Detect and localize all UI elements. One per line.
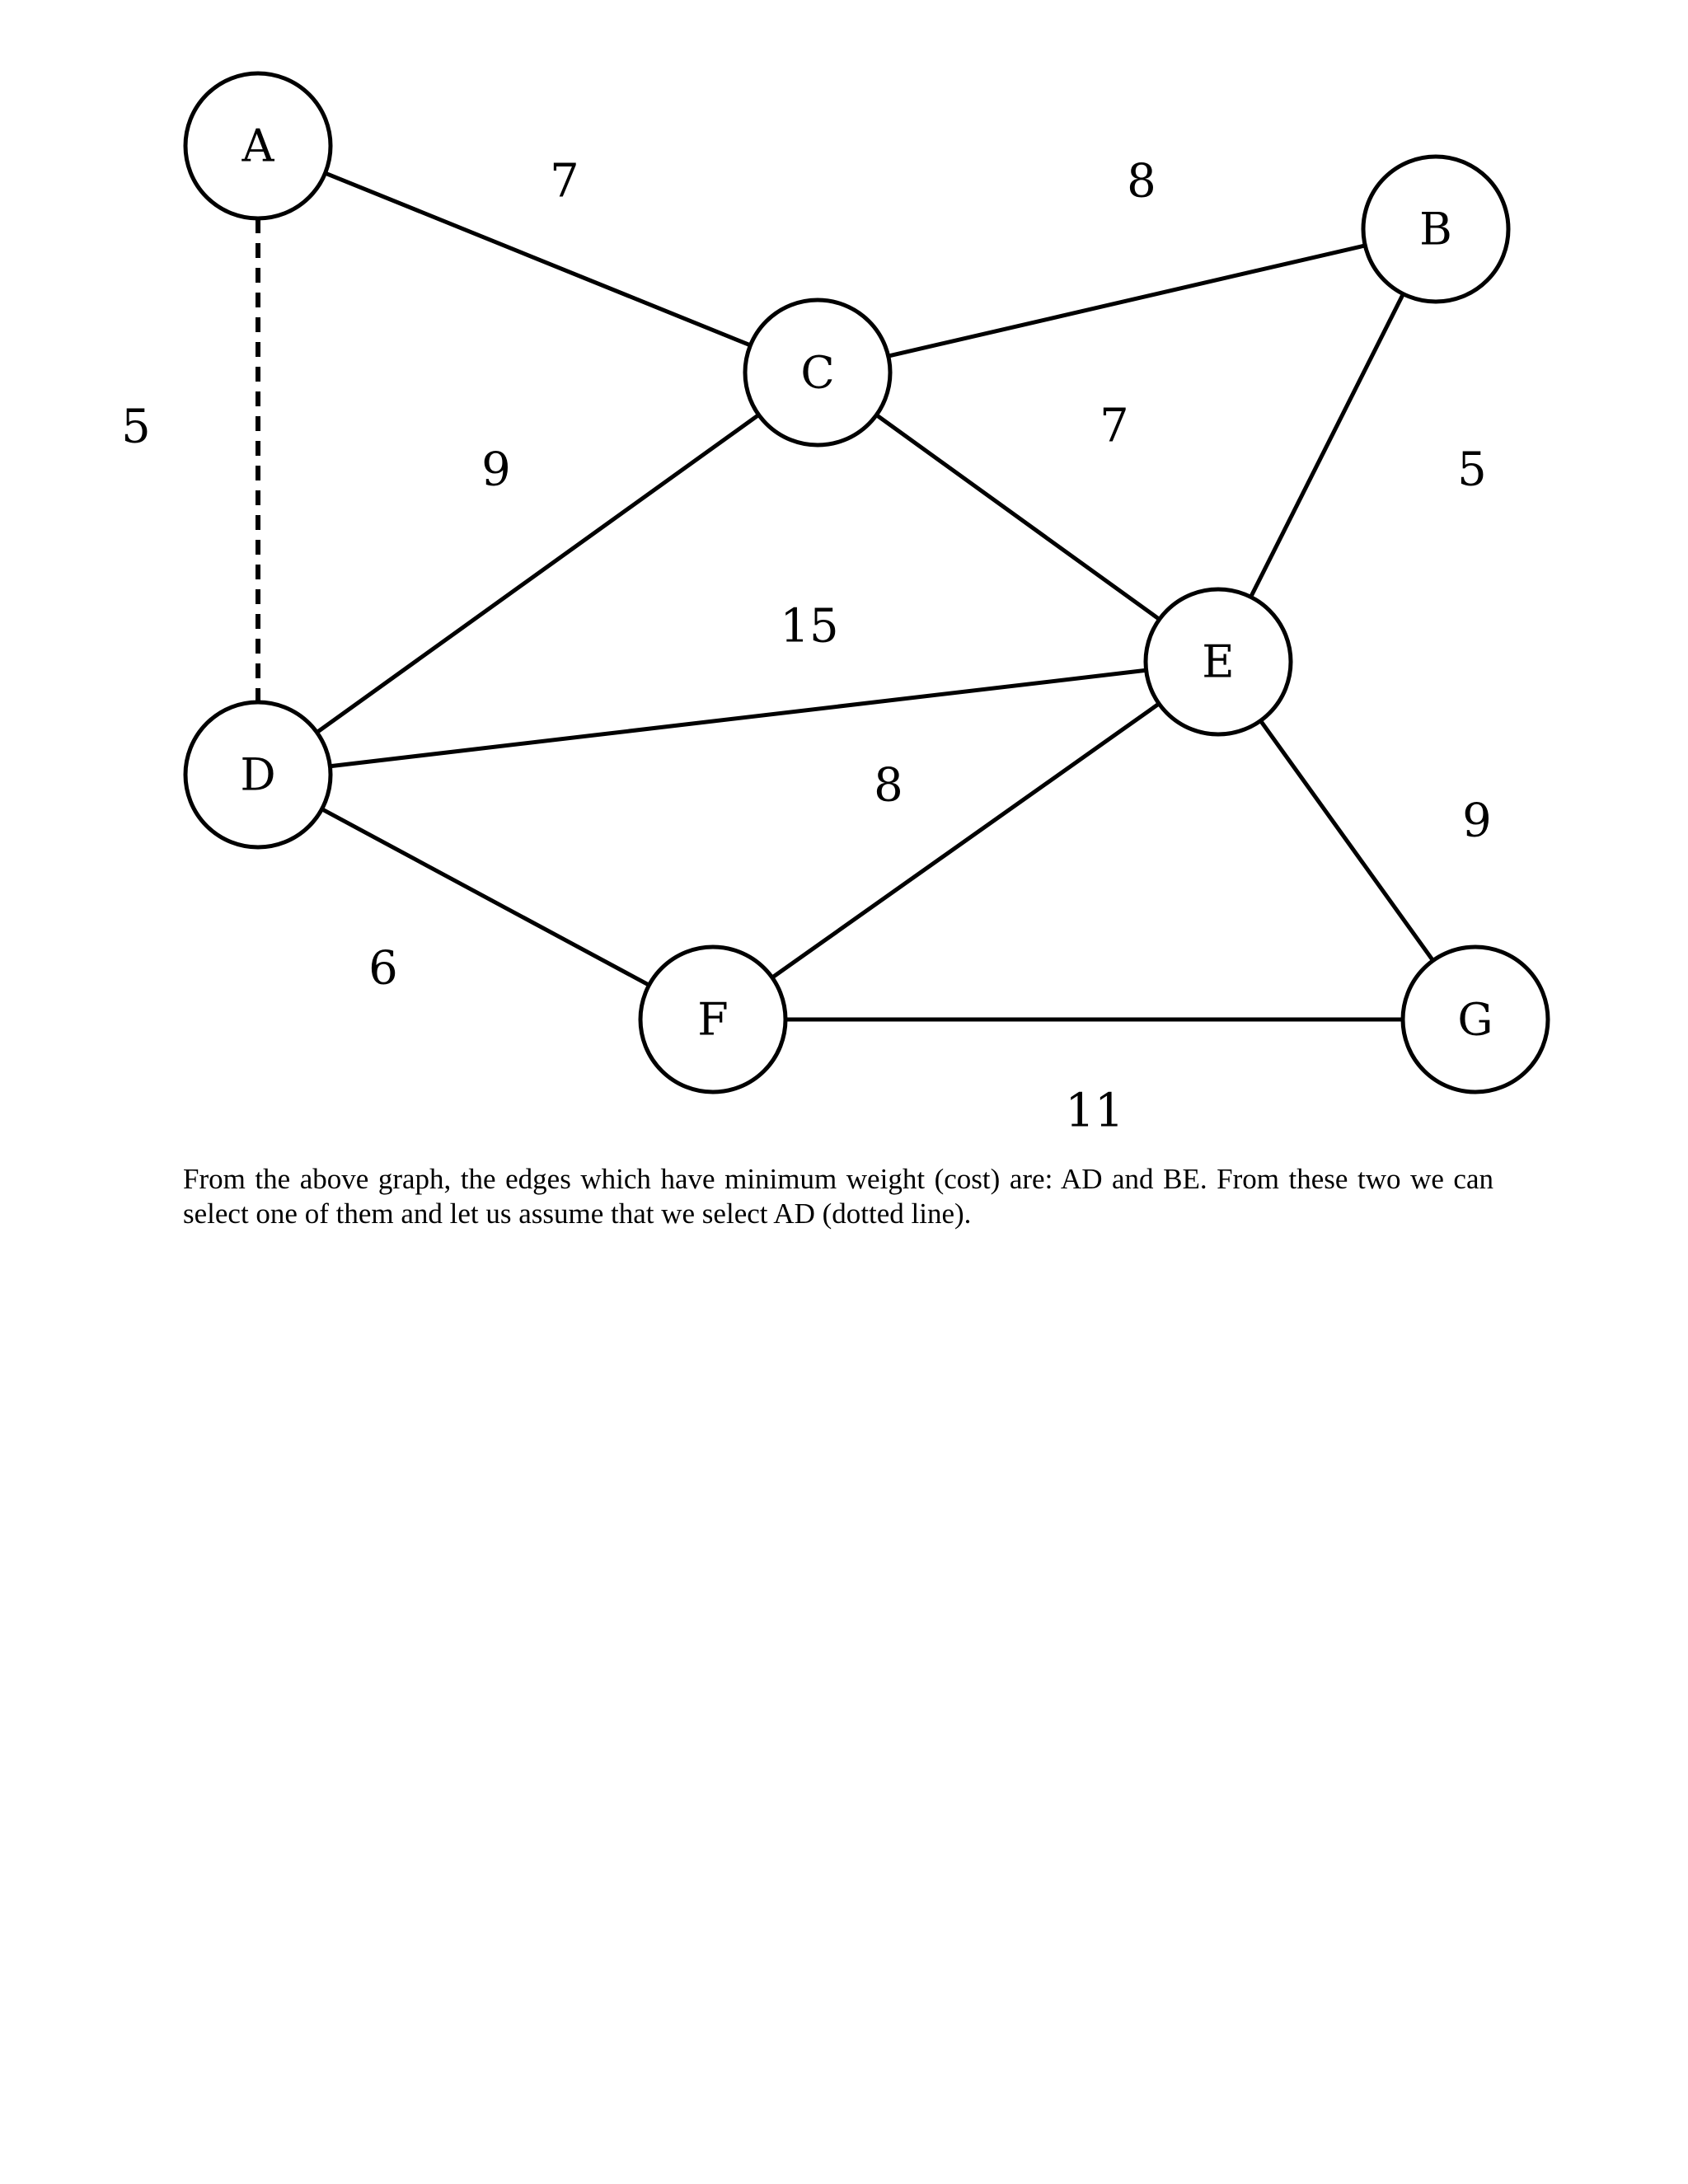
node-label-a: A bbox=[241, 120, 274, 172]
node-label-e: E bbox=[1202, 635, 1235, 688]
node-c bbox=[745, 300, 890, 445]
weight-label-eg: 9 bbox=[1462, 794, 1492, 848]
weight-label-df: 6 bbox=[368, 941, 398, 996]
weight-label-ad: 5 bbox=[121, 400, 151, 454]
node-g bbox=[1403, 947, 1548, 1092]
nodes-layer bbox=[185, 73, 1548, 1092]
node-label-g: G bbox=[1457, 993, 1493, 1046]
weight-label-de: 15 bbox=[780, 599, 839, 654]
weight-label-ce: 7 bbox=[1100, 399, 1129, 453]
edge-ac bbox=[326, 173, 751, 345]
edges-layer bbox=[258, 173, 1433, 1019]
node-d bbox=[185, 702, 331, 847]
weight-label-fg: 11 bbox=[1065, 1084, 1124, 1138]
node-label-b: B bbox=[1419, 203, 1452, 255]
edge-cd bbox=[316, 415, 758, 732]
node-label-d: D bbox=[240, 748, 276, 801]
weight-label-cb: 8 bbox=[1127, 154, 1156, 209]
weight-label-ef: 8 bbox=[874, 758, 903, 813]
weight-label-be: 5 bbox=[1457, 443, 1487, 497]
weight-label-cd: 9 bbox=[481, 443, 511, 497]
edge-ef bbox=[772, 704, 1159, 977]
edge-be bbox=[1251, 294, 1404, 598]
node-a bbox=[185, 73, 331, 218]
caption-text: From the above graph, the edges which have minimum weight (cost) are: AD and BE. From these two we can select one of them and let us assume that we select AD (dotted line). bbox=[183, 1163, 1493, 1230]
weight-label-ac: 7 bbox=[550, 154, 579, 209]
edge-eg bbox=[1260, 720, 1432, 960]
edge-de bbox=[330, 670, 1146, 766]
node-label-f: F bbox=[697, 993, 729, 1046]
node-e bbox=[1146, 589, 1291, 734]
node-b bbox=[1363, 157, 1508, 302]
node-label-c: C bbox=[800, 346, 835, 399]
edge-cb bbox=[889, 246, 1366, 356]
node-f bbox=[640, 947, 785, 1092]
